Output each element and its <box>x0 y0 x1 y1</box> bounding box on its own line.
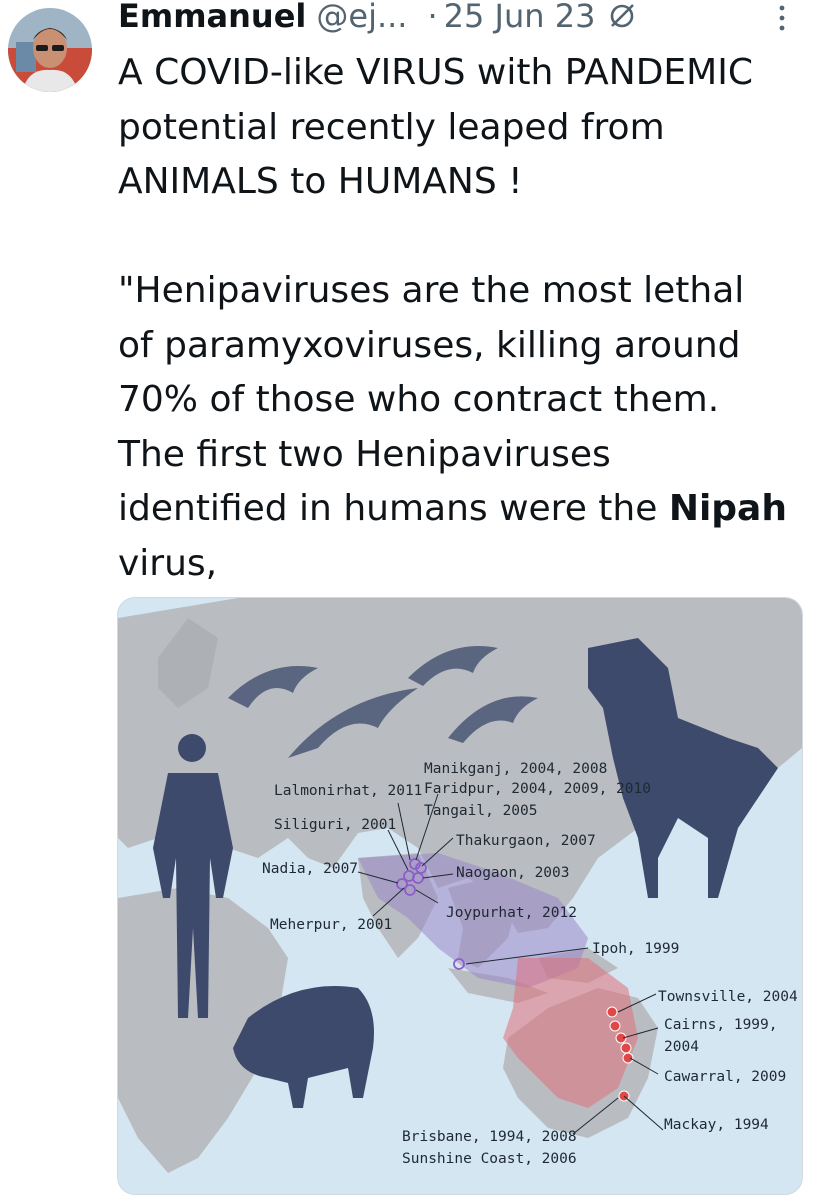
map-label: Sunshine Coast, 2006 <box>402 1151 577 1167</box>
map-label: Tangail, 2005 <box>424 803 538 819</box>
tweet-media-map[interactable] <box>117 597 803 1195</box>
nipah-outbreak-map <box>118 598 802 1194</box>
map-label: Lalmonirhat, 2011 <box>274 783 423 799</box>
map-label: Thakurgaon, 2007 <box>456 833 596 849</box>
tweet-line: "Henipaviruses are the most lethal <box>118 270 745 311</box>
author-handle[interactable]: @ej... <box>316 0 408 35</box>
tweet-text <box>118 46 818 591</box>
map-label: Manikganj, 2004, 2008 <box>424 761 608 777</box>
map-label: Naogaon, 2003 <box>456 865 570 881</box>
map-label: Townsville, 2004 <box>658 989 798 1005</box>
map-label: Mackay, 1994 <box>664 1117 769 1133</box>
map-label: 2004 <box>664 1039 699 1055</box>
tweet-line: virus, <box>118 542 218 584</box>
more-vertical-icon[interactable] <box>770 2 794 34</box>
profile-photo-icon <box>8 8 92 92</box>
map-label: Cairns, 1999, <box>664 1017 778 1033</box>
map-label: Ipoh, 1999 <box>592 941 680 957</box>
map-label: Cawarral, 2009 <box>664 1069 787 1085</box>
map-label: Meherpur, 2001 <box>270 917 393 933</box>
map-label: Nadia, 2007 <box>262 861 359 877</box>
map-label: Brisbane, 1994, 2008 <box>402 1129 577 1145</box>
author-avatar[interactable] <box>8 8 92 92</box>
tweet-line: potential recently leaped from <box>118 106 665 148</box>
map-label: Siliguri, 2001 <box>274 817 397 833</box>
author-name[interactable]: Emmanuel <box>118 0 307 35</box>
tweet-line: A COVID-like VIRUS with PANDEMIC <box>118 52 753 93</box>
tweet-line: ANIMALS to HUMANS ! <box>118 161 523 202</box>
tweet-line: of paramyxoviruses, killing around <box>118 324 741 366</box>
tweet-date[interactable]: 25 Jun 23 <box>443 0 596 35</box>
map-label: Faridpur, 2004, 2009, 2010 <box>424 781 651 797</box>
grok-icon[interactable] <box>607 1 637 31</box>
tweet-line: The first two Henipaviruses <box>118 433 611 475</box>
tweet-header <box>118 0 637 38</box>
separator-dot: · <box>427 0 438 35</box>
tweet-line: identified in humans were the Nipah <box>118 488 787 529</box>
nipah-bold: Nipah <box>668 488 787 529</box>
map-label: Joypurhat, 2012 <box>446 905 577 921</box>
tweet-line: 70% of those who contract them. <box>118 379 720 420</box>
